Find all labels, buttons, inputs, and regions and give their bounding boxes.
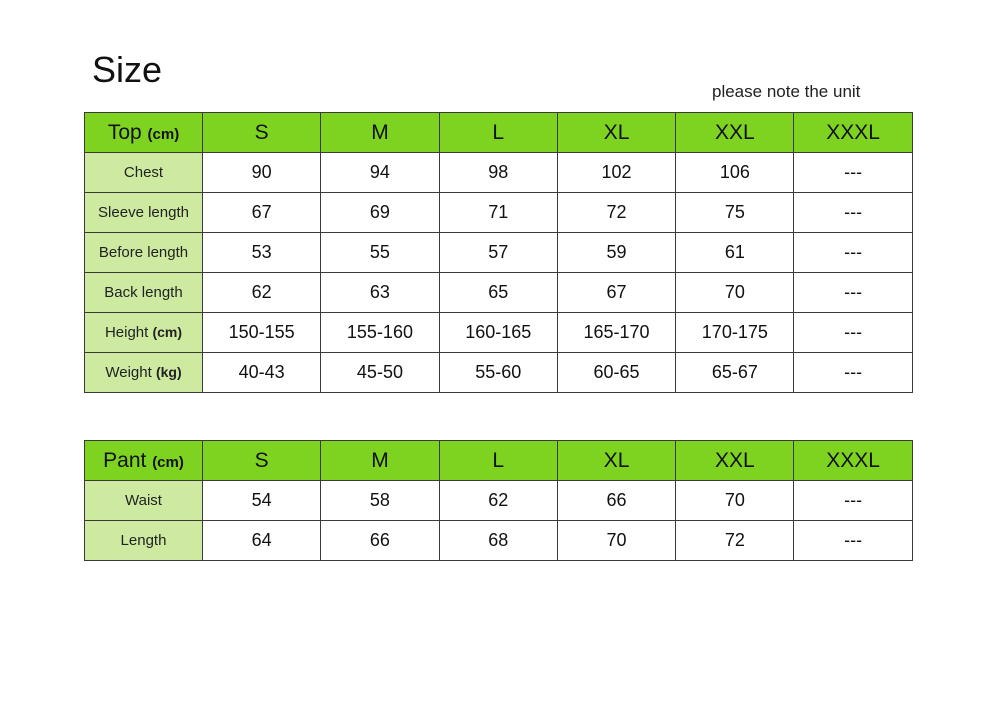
unit-note: please note the unit <box>712 82 861 101</box>
table-cell: --- <box>794 521 912 561</box>
table-cell: 45-50 <box>321 353 439 393</box>
row-label-cell <box>85 273 203 313</box>
row-label: Before length <box>98 244 189 261</box>
table-cell: 61 <box>676 233 794 273</box>
table-cell: 68 <box>439 521 557 561</box>
table-cell: 165-170 <box>557 313 675 353</box>
table-cell: 67 <box>557 273 675 313</box>
pant-size-table <box>84 440 913 561</box>
table-cell: 75 <box>676 193 794 233</box>
table-row <box>85 153 913 193</box>
page-title: Size <box>92 49 163 90</box>
size-header: XXL <box>676 441 794 481</box>
table-cell: --- <box>794 153 912 193</box>
row-label: Back length <box>104 284 183 301</box>
pant-header-row <box>85 441 913 481</box>
table-cell: 64 <box>203 521 321 561</box>
table-cell: --- <box>794 353 912 393</box>
size-header: S <box>203 441 321 481</box>
table-cell: --- <box>794 273 912 313</box>
table-cell: 60-65 <box>557 353 675 393</box>
table-cell: 65 <box>439 273 557 313</box>
table-cell: 170-175 <box>676 313 794 353</box>
table-cell: 55 <box>321 233 439 273</box>
top-corner-cell <box>85 113 203 153</box>
table-cell: 90 <box>203 153 321 193</box>
table-cell: 54 <box>203 481 321 521</box>
table-cell: --- <box>794 481 912 521</box>
row-unit: (kg) <box>155 364 182 380</box>
size-header: L <box>439 441 557 481</box>
top-corner-unit: (cm) <box>147 125 180 143</box>
pant-table-body <box>85 481 913 561</box>
table-row <box>85 313 913 353</box>
top-table-body <box>85 153 913 393</box>
table-cell: 62 <box>203 273 321 313</box>
row-label-cell <box>85 313 203 353</box>
table-cell: 58 <box>321 481 439 521</box>
size-header: XXXL <box>794 113 912 153</box>
table-cell: 70 <box>676 481 794 521</box>
table-cell: 66 <box>321 521 439 561</box>
table-cell: 94 <box>321 153 439 193</box>
table-cell: --- <box>794 233 912 273</box>
table-cell: 98 <box>439 153 557 193</box>
table-cell: 62 <box>439 481 557 521</box>
row-label-cell <box>85 353 203 393</box>
table-row <box>85 233 913 273</box>
table-row <box>85 521 913 561</box>
table-cell: --- <box>794 193 912 233</box>
table-cell: 65-67 <box>676 353 794 393</box>
pant-corner-unit: (cm) <box>152 453 184 471</box>
table-cell: 63 <box>321 273 439 313</box>
table-row <box>85 353 913 393</box>
row-label: Height <box>104 324 149 341</box>
size-header: XL <box>557 441 675 481</box>
table-cell: 67 <box>203 193 321 233</box>
size-header: XXXL <box>794 441 912 481</box>
table-cell: --- <box>794 313 912 353</box>
row-label-cell <box>85 233 203 273</box>
row-label: Sleeve length <box>98 204 189 221</box>
table-cell: 70 <box>676 273 794 313</box>
row-label: Waist <box>125 492 162 509</box>
table-cell: 160-165 <box>439 313 557 353</box>
table-cell: 57 <box>439 233 557 273</box>
size-header: XXL <box>676 113 794 153</box>
pant-corner-cell <box>85 441 203 481</box>
table-cell: 102 <box>557 153 675 193</box>
row-label: Chest <box>123 164 164 181</box>
table-cell: 106 <box>676 153 794 193</box>
row-unit: (cm) <box>152 324 183 340</box>
row-label-cell <box>85 193 203 233</box>
table-row <box>85 481 913 521</box>
row-label-cell <box>85 481 203 521</box>
size-header: M <box>321 113 439 153</box>
row-label: Length <box>120 532 167 549</box>
table-cell: 66 <box>557 481 675 521</box>
top-corner-label: Top <box>107 120 142 144</box>
row-label: Weight <box>105 364 152 381</box>
size-header: XL <box>557 113 675 153</box>
top-header-row <box>85 113 913 153</box>
table-row <box>85 193 913 233</box>
table-cell: 72 <box>557 193 675 233</box>
table-cell: 55-60 <box>439 353 557 393</box>
pant-corner-label: Pant <box>103 448 147 472</box>
size-header: S <box>203 113 321 153</box>
table-cell: 53 <box>203 233 321 273</box>
table-cell: 40-43 <box>203 353 321 393</box>
table-cell: 59 <box>557 233 675 273</box>
row-label-cell <box>85 153 203 193</box>
table-cell: 155-160 <box>321 313 439 353</box>
table-cell: 71 <box>439 193 557 233</box>
size-header: L <box>439 113 557 153</box>
row-label-cell <box>85 521 203 561</box>
table-row <box>85 273 913 313</box>
table-cell: 70 <box>557 521 675 561</box>
top-size-table <box>84 112 913 393</box>
table-cell: 69 <box>321 193 439 233</box>
size-header: M <box>321 441 439 481</box>
table-cell: 150-155 <box>203 313 321 353</box>
table-cell: 72 <box>676 521 794 561</box>
